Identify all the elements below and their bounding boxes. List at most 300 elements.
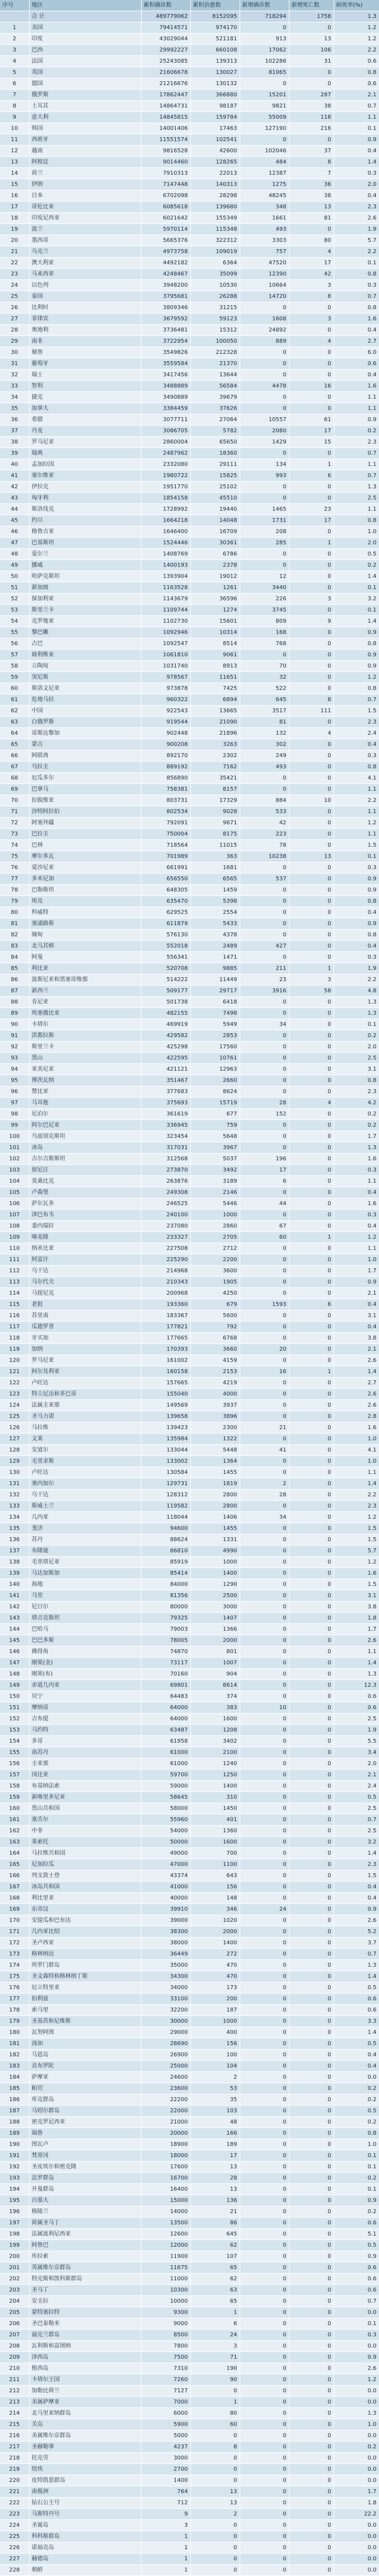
table-row[interactable] [0, 706, 379, 717]
table-row[interactable] [0, 806, 379, 818]
table-row[interactable] [0, 1546, 379, 1557]
table-row[interactable] [0, 2542, 379, 2554]
row-cumulative-confirmed: 47000 [141, 1859, 190, 1870]
table-row[interactable] [0, 694, 379, 706]
table-row[interactable] [0, 840, 379, 851]
table-row[interactable] [0, 1770, 379, 1781]
table-row[interactable] [0, 224, 379, 235]
table-row[interactable] [0, 1512, 379, 1523]
table-row[interactable] [0, 2274, 379, 2285]
row-index: 4 [0, 56, 29, 67]
row-cumulative-recovered: 60 [190, 2419, 240, 2430]
table-row[interactable] [0, 448, 379, 459]
row-fatality-rate: 0.6 [334, 2285, 379, 2296]
row-new-confirmed: 20 [240, 1344, 289, 1355]
table-row[interactable] [0, 549, 379, 560]
table-row[interactable] [0, 2453, 379, 2464]
table-row[interactable] [0, 1098, 379, 1109]
table-row[interactable] [0, 1624, 379, 1635]
row-cumulative-recovered: 1407 [190, 1613, 240, 1624]
table-row[interactable] [0, 963, 379, 974]
table-row[interactable] [0, 1310, 379, 1322]
table-row[interactable] [0, 45, 379, 56]
table-row[interactable] [0, 1030, 379, 1042]
table-row[interactable] [0, 1579, 379, 1590]
row-region: 吉尔吉斯斯坦 [29, 1154, 141, 1165]
row-index: 137 [0, 1546, 29, 1557]
table-row[interactable] [0, 717, 379, 728]
table-row[interactable] [0, 1915, 379, 1926]
table-row[interactable] [0, 1299, 379, 1310]
table-row[interactable] [0, 1490, 379, 1501]
table-row[interactable] [0, 403, 379, 414]
table-row[interactable] [0, 560, 379, 571]
table-row[interactable] [0, 1691, 379, 1702]
table-row[interactable] [0, 1467, 379, 1478]
row-index: 187 [0, 2106, 29, 2117]
table-row[interactable] [0, 2083, 379, 2094]
row-cumulative-recovered: 5600 [190, 1310, 240, 1322]
table-row[interactable] [0, 1792, 379, 1803]
row-new-confirmed: 0 [240, 1355, 289, 1366]
table-row[interactable] [0, 302, 379, 314]
table-row[interactable] [0, 2038, 379, 2050]
table-row[interactable] [0, 661, 379, 672]
table-row[interactable] [0, 22, 379, 34]
table-row[interactable] [0, 258, 379, 269]
table-row[interactable] [0, 2229, 379, 2240]
table-row[interactable] [0, 414, 379, 426]
table-row[interactable] [0, 1154, 379, 1165]
table-row[interactable] [0, 392, 379, 403]
row-new-confirmed: 0 [240, 1960, 289, 1971]
row-cumulative-recovered: 679 [190, 1299, 240, 1310]
table-row[interactable] [0, 370, 379, 381]
table-row[interactable] [0, 1232, 379, 1243]
row-cumulative-confirmed: 21606678 [141, 67, 190, 78]
table-row[interactable] [0, 728, 379, 739]
table-row[interactable] [0, 2128, 379, 2139]
table-row[interactable] [0, 101, 379, 112]
table-row[interactable] [0, 594, 379, 605]
table-row[interactable] [0, 2240, 379, 2251]
row-cumulative-recovered: 0 [190, 2386, 240, 2397]
row-index: 138 [0, 1557, 29, 1568]
table-row[interactable] [0, 1355, 379, 1366]
table-row[interactable] [0, 2486, 379, 2498]
table-row[interactable] [0, 918, 379, 930]
table-row[interactable] [0, 2520, 379, 2531]
table-row[interactable] [0, 168, 379, 179]
table-row[interactable] [0, 2330, 379, 2341]
table-row[interactable] [0, 1333, 379, 1344]
table-row[interactable] [0, 1086, 379, 1098]
table-row[interactable] [0, 1725, 379, 1736]
table-row[interactable] [0, 829, 379, 840]
table-row[interactable] [0, 1613, 379, 1624]
table-row[interactable] [0, 1243, 379, 1254]
table-row[interactable] [0, 2251, 379, 2262]
table-row[interactable] [0, 2218, 379, 2229]
table-row[interactable] [0, 90, 379, 101]
table-row[interactable] [0, 1848, 379, 1859]
row-region: 塔吉克斯坦 [29, 1613, 141, 1624]
table-row[interactable] [0, 1478, 379, 1490]
table-row[interactable] [0, 291, 379, 302]
table-row[interactable] [0, 2296, 379, 2307]
table-row[interactable] [0, 1904, 379, 1915]
row-new-confirmed: 1275 [240, 179, 289, 190]
table-row[interactable] [0, 1747, 379, 1758]
table-row[interactable] [0, 1165, 379, 1176]
table-row[interactable] [0, 1266, 379, 1277]
table-row[interactable] [0, 2005, 379, 2016]
table-row[interactable] [0, 1635, 379, 1646]
table-row[interactable] [0, 347, 379, 358]
row-cumulative-confirmed: 210343 [141, 1277, 190, 1288]
table-row[interactable] [0, 638, 379, 650]
table-row[interactable] [0, 1971, 379, 1982]
total-row[interactable] [0, 11, 379, 22]
row-new-deaths: 0 [289, 325, 334, 336]
table-row[interactable] [0, 1982, 379, 1994]
table-row[interactable] [0, 2106, 379, 2117]
table-row[interactable] [0, 1008, 379, 1019]
table-row[interactable] [0, 1366, 379, 1378]
table-row[interactable] [0, 1434, 379, 1445]
header-cumulative-recovered[interactable]: 累积治愈数 [190, 0, 240, 11]
table-row[interactable] [0, 930, 379, 941]
table-row[interactable] [0, 1714, 379, 1725]
row-cumulative-recovered: 28 [190, 2173, 240, 2184]
table-row[interactable] [0, 134, 379, 146]
table-row[interactable] [0, 1837, 379, 1848]
table-row[interactable] [0, 1680, 379, 1691]
row-region: 吉布提 [29, 1714, 141, 1725]
table-row[interactable] [0, 269, 379, 280]
table-row[interactable] [0, 1277, 379, 1288]
table-row[interactable] [0, 1501, 379, 1512]
table-row[interactable] [0, 1344, 379, 1355]
table-row[interactable] [0, 1053, 379, 1064]
table-row[interactable] [0, 851, 379, 862]
row-new-confirmed: 0 [240, 2374, 289, 2386]
row-fatality-rate: 1.7 [334, 1624, 379, 1635]
row-new-confirmed: 0 [240, 1568, 289, 1579]
row-new-confirmed: 0 [240, 1210, 289, 1221]
table-row[interactable] [0, 1254, 379, 1266]
table-row[interactable] [0, 1187, 379, 1198]
table-row[interactable] [0, 1075, 379, 1086]
table-row[interactable] [0, 795, 379, 806]
table-row[interactable] [0, 1109, 379, 1120]
table-row[interactable] [0, 762, 379, 773]
table-row[interactable] [0, 1288, 379, 1299]
table-row[interactable] [0, 1019, 379, 1030]
table-row[interactable] [0, 1411, 379, 1422]
table-row[interactable] [0, 1422, 379, 1434]
table-row[interactable] [0, 896, 379, 907]
row-cumulative-recovered: 1261 [190, 582, 240, 594]
table-row[interactable] [0, 672, 379, 683]
table-row[interactable] [0, 2442, 379, 2453]
table-row[interactable] [0, 2150, 379, 2162]
table-row[interactable] [0, 1859, 379, 1870]
table-row[interactable] [0, 1702, 379, 1714]
table-row[interactable] [0, 2386, 379, 2397]
table-row[interactable] [0, 650, 379, 661]
table-row[interactable] [0, 2061, 379, 2072]
table-row[interactable] [0, 2464, 379, 2475]
table-row[interactable] [0, 739, 379, 750]
table-row[interactable] [0, 605, 379, 616]
table-row[interactable] [0, 526, 379, 538]
table-row[interactable] [0, 538, 379, 549]
table-row[interactable] [0, 2397, 379, 2408]
row-fatality-rate: 0.4 [334, 325, 379, 336]
table-row[interactable] [0, 1646, 379, 1658]
table-row[interactable] [0, 1042, 379, 1053]
table-row[interactable] [0, 2509, 379, 2520]
table-row[interactable] [0, 34, 379, 45]
row-cumulative-recovered: 13 [190, 2498, 240, 2509]
table-row[interactable] [0, 974, 379, 986]
table-row[interactable] [0, 1322, 379, 1333]
table-row[interactable] [0, 1557, 379, 1568]
table-row[interactable] [0, 482, 379, 493]
row-new-confirmed: 537 [240, 874, 289, 885]
row-region: 巴拿马 [29, 784, 141, 795]
row-cumulative-recovered: 13665 [190, 706, 240, 717]
row-cumulative-recovered: 3189 [190, 1176, 240, 1187]
table-row[interactable] [0, 2374, 379, 2386]
table-row[interactable] [0, 2498, 379, 2509]
row-cumulative-confirmed: 233327 [141, 1232, 190, 1243]
table-row[interactable] [0, 493, 379, 504]
table-row[interactable] [0, 336, 379, 347]
table-row[interactable] [0, 616, 379, 627]
header-index[interactable]: 序号 [0, 0, 29, 11]
header-fatality-rate[interactable]: 病死率(%) [334, 0, 379, 11]
table-row[interactable] [0, 1758, 379, 1770]
table-row[interactable] [0, 2139, 379, 2150]
table-row[interactable] [0, 907, 379, 918]
table-row[interactable] [0, 2318, 379, 2330]
header-new-confirmed[interactable]: 新增确诊数 [240, 0, 289, 11]
table-row[interactable] [0, 2430, 379, 2442]
row-new-deaths: 0 [289, 1725, 334, 1736]
table-row[interactable] [0, 459, 379, 470]
table-row[interactable] [0, 1523, 379, 1534]
table-row[interactable] [0, 2206, 379, 2218]
table-row[interactable] [0, 2363, 379, 2374]
table-row[interactable] [0, 1210, 379, 1221]
table-row[interactable] [0, 952, 379, 963]
row-region: 马达加斯加 [29, 1568, 141, 1579]
table-row[interactable] [0, 112, 379, 123]
row-cumulative-recovered: 8175 [190, 829, 240, 840]
row-fatality-rate: 1.2 [334, 1512, 379, 1523]
table-row[interactable] [0, 1378, 379, 1389]
table-row[interactable] [0, 235, 379, 246]
row-new-confirmed: 0 [240, 1803, 289, 1814]
table-row[interactable] [0, 1534, 379, 1546]
table-row[interactable] [0, 1602, 379, 1613]
table-row[interactable] [0, 1131, 379, 1142]
table-row[interactable] [0, 1803, 379, 1814]
table-row[interactable] [0, 1445, 379, 1456]
table-row[interactable] [0, 1221, 379, 1232]
table-row[interactable] [0, 2307, 379, 2318]
table-row[interactable] [0, 246, 379, 258]
table-row[interactable] [0, 1400, 379, 1411]
row-new-deaths: 0 [289, 2408, 334, 2419]
table-row[interactable] [0, 504, 379, 515]
row-cumulative-confirmed: 74870 [141, 1646, 190, 1658]
header-cumulative-confirmed[interactable]: 累积确诊数 [141, 0, 190, 11]
table-row[interactable] [0, 1949, 379, 1960]
header-new-deaths[interactable]: 新增死亡数 [289, 0, 334, 11]
table-row[interactable] [0, 2352, 379, 2363]
table-row[interactable] [0, 1893, 379, 1904]
row-region: 几内亚 [29, 1512, 141, 1523]
row-cumulative-confirmed: 1524446 [141, 538, 190, 549]
table-row[interactable] [0, 213, 379, 224]
table-row[interactable] [0, 1120, 379, 1131]
row-index: 213 [0, 2397, 29, 2408]
table-row[interactable] [0, 2408, 379, 2419]
table-row[interactable] [0, 1781, 379, 1792]
table-row[interactable] [0, 627, 379, 638]
table-row[interactable] [0, 1142, 379, 1154]
table-row[interactable] [0, 2072, 379, 2083]
table-row[interactable] [0, 2162, 379, 2173]
table-row[interactable] [0, 358, 379, 370]
table-row[interactable] [0, 2419, 379, 2430]
table-row[interactable] [0, 1814, 379, 1826]
table-row[interactable] [0, 1960, 379, 1971]
table-row[interactable] [0, 818, 379, 829]
table-row[interactable] [0, 2531, 379, 2542]
row-region: 加勒比荷兰 [29, 2386, 141, 2397]
table-row[interactable] [0, 202, 379, 213]
table-row[interactable] [0, 1456, 379, 1467]
table-row[interactable] [0, 571, 379, 582]
table-row[interactable] [0, 2117, 379, 2128]
table-row[interactable] [0, 146, 379, 157]
table-row[interactable] [0, 2262, 379, 2274]
table-row[interactable] [0, 2173, 379, 2184]
table-row[interactable] [0, 2195, 379, 2206]
table-row[interactable] [0, 683, 379, 694]
row-fatality-rate: 2.5 [334, 1803, 379, 1814]
table-row[interactable] [0, 2016, 379, 2027]
table-row[interactable] [0, 2565, 379, 2576]
table-row[interactable] [0, 1870, 379, 1882]
table-row[interactable] [0, 2285, 379, 2296]
table-row[interactable] [0, 314, 379, 325]
table-row[interactable] [0, 437, 379, 448]
row-cumulative-recovered: 1240 [190, 1758, 240, 1770]
table-row[interactable] [0, 941, 379, 952]
row-new-confirmed: 1465 [240, 504, 289, 515]
table-row[interactable] [0, 1389, 379, 1400]
table-row[interactable] [0, 1882, 379, 1893]
table-row[interactable] [0, 986, 379, 997]
row-index: 200 [0, 2251, 29, 2262]
table-row[interactable] [0, 784, 379, 795]
row-fatality-rate: 1.3 [334, 1008, 379, 1019]
row-new-confirmed: 0 [240, 1949, 289, 1960]
table-row[interactable] [0, 470, 379, 482]
table-row[interactable] [0, 426, 379, 437]
table-row[interactable] [0, 862, 379, 874]
table-row[interactable] [0, 773, 379, 784]
row-region: 摩尔多瓦 [29, 851, 141, 862]
row-fatality-rate: 2.6 [334, 1635, 379, 1646]
table-row[interactable] [0, 2094, 379, 2106]
row-new-confirmed: 0 [240, 896, 289, 907]
table-row[interactable] [0, 123, 379, 134]
row-cumulative-recovered: 1208 [190, 1725, 240, 1736]
table-row[interactable] [0, 2341, 379, 2352]
table-row[interactable] [0, 997, 379, 1008]
table-row[interactable] [0, 1176, 379, 1187]
table-row[interactable] [0, 1658, 379, 1669]
table-row[interactable] [0, 1669, 379, 1680]
table-row[interactable] [0, 325, 379, 336]
table-row[interactable] [0, 1938, 379, 1949]
row-index: 124 [0, 1400, 29, 1411]
table-row[interactable] [0, 1568, 379, 1579]
table-row[interactable] [0, 179, 379, 190]
table-row[interactable] [0, 1826, 379, 1837]
table-row[interactable] [0, 2027, 379, 2038]
table-row[interactable] [0, 885, 379, 896]
row-new-deaths: 0 [289, 493, 334, 504]
row-cumulative-confirmed: 482155 [141, 1008, 190, 1019]
table-row[interactable] [0, 280, 379, 291]
table-row[interactable] [0, 874, 379, 885]
table-row[interactable] [0, 2475, 379, 2486]
table-row[interactable] [0, 56, 379, 67]
header-region[interactable]: 地区 [29, 0, 141, 11]
table-row[interactable] [0, 67, 379, 78]
table-row[interactable] [0, 2554, 379, 2565]
table-row[interactable] [0, 750, 379, 762]
table-row[interactable] [0, 1198, 379, 1210]
table-row[interactable] [0, 2184, 379, 2195]
row-region: 斯里兰卡 [29, 605, 141, 616]
table-row[interactable] [0, 190, 379, 202]
row-cumulative-confirmed: 336945 [141, 1120, 190, 1131]
table-row[interactable] [0, 1590, 379, 1602]
table-row[interactable] [0, 2050, 379, 2061]
table-row[interactable] [0, 515, 379, 526]
row-new-confirmed: 0 [240, 1725, 289, 1736]
table-row[interactable] [0, 78, 379, 90]
row-region: 莫桑比克 [29, 1176, 141, 1187]
table-row[interactable] [0, 1736, 379, 1747]
row-index: 155 [0, 1747, 29, 1758]
table-row[interactable] [0, 1994, 379, 2005]
table-row[interactable] [0, 582, 379, 594]
row-index: 2 [0, 34, 29, 45]
table-row[interactable] [0, 1926, 379, 1938]
table-row[interactable] [0, 381, 379, 392]
table-row[interactable] [0, 1064, 379, 1075]
table-row[interactable] [0, 157, 379, 168]
